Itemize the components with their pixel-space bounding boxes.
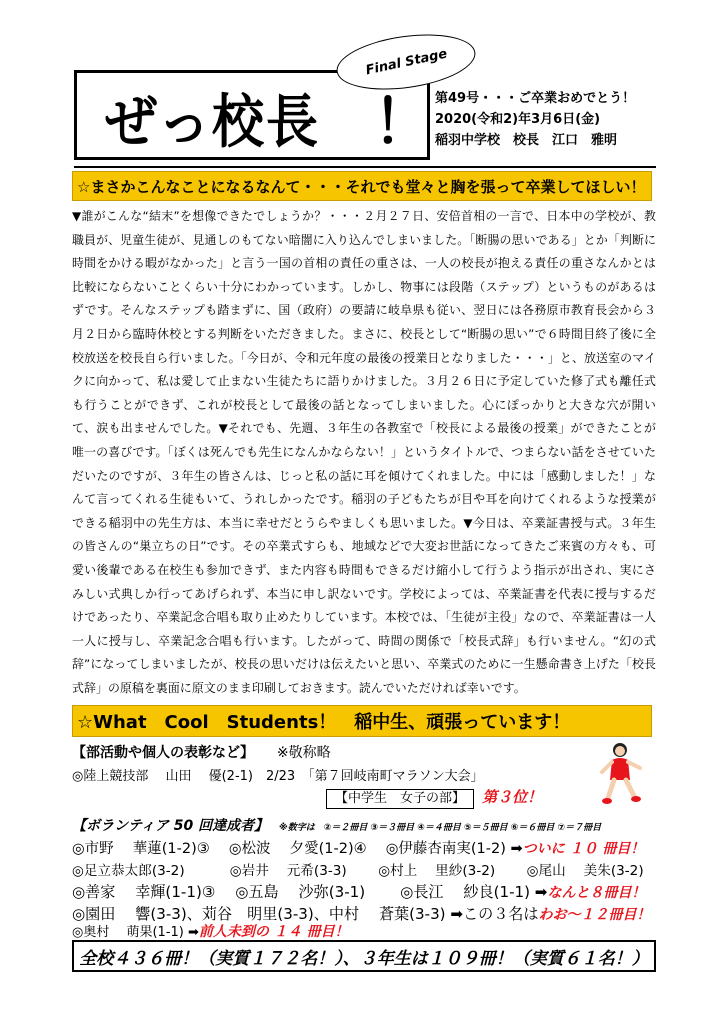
- award-result-line: [326, 786, 542, 809]
- section1-article: ▼誰がこんな“結末”を想像できたでしょうか？・・・２月２７日、安倍首相の一言で、日本中の学校が、教職員が、児童生徒が、見通しのもてない暗闇に入り込んでしまいました。「断腸の思いである」とか「判断に時間をかける暇がなかった」と言う一国の首相の責任の重さは、一人の校長が抱える責任の重さなんかとは比較にならないことくらい十分にわかっています。しかし、物事には段階（ステップ）というものがあるはずです。そんなステップも踏まずに、国（政府）の要請に岐阜県も従い、翌日には各務原市教育長会から３月２日から臨時休校とする判断をいただきました。まさに、校長として“断腸の思い”で６時間目終了後に全校放送を校長自ら行いました。「今日が、令和元年度の最後の授業日となりました・・・」と、放送室のマイクに向かって、私は愛して止まない生徒たちに語りかけました。３月２６日に予定していた修了式も離任式も行うことができず、これが校長として最後の話となってしまいました。心にぽっかりと大きな穴が開いて、涙も出ませんでした。▼それでも、先週、３年生の各教室で「校長による最後の授業」ができたことが唯一の喜びです。「ぼくは死んでも先生になんかならない！」というタイトルで、つまらない話をさせていただいたのですが、３年生の皆さんは、じっと私の話に耳を傾けてくれました。中には「感動しました！」なんて言ってくれる生徒もいて、うれしかったです。稲羽の子どもたちが目や耳を向けてくれるような授業ができる稲羽中の先生方は、本当に幸せだとうらやましくも思いました。▼今日は、卒業証書授与式。３年生の皆さんの“巣立ちの日”です。その卒業式すらも、地域などで大変お世話になってきたご来賓の方々も、可愛い後輩である在校生も参加できず、また内容も時間もできるだけ縮小して行うよう指示が出され、実にさみしい式典しか行ってあげられず、本当に申し訳ないです。学校によっては、卒業証書を代表に授与するだけであったり、卒業記念合唱も取り止めたりしています。本校では、「生徒が主役」なので、卒業証書は一人一人に授与し、卒業記念合唱も行います。したがって、時間の関係で「校長式辞」も行いません。“幻の式辞”になってしまいましたが、校長の思いだけは伝えたいと思い、卒業式のために一生懸命書き上げた「校長式辞」の原稿を裏面に原文のまま印刷しておきます。読んでいただければ幸いです。: [72, 209, 656, 695]
- header-divider: [74, 166, 656, 168]
- volunteer-title: 【ボランティア 50 回達成者】: [72, 818, 269, 834]
- volunteer-row-text: ◎足立恭太郎(3-2) ◎岩井 元希(3-3) ◎村上 里紗(3-2) ◎尾山 美朱(3-2): [72, 863, 644, 879]
- volunteer-row-highlight: わお～１２冊目！: [538, 907, 651, 923]
- honorific-note: ※敬称略: [276, 745, 331, 761]
- awards-heading: [72, 742, 331, 762]
- volunteer-row: [72, 881, 645, 902]
- volunteer-row-highlight: 前人未到の １４ 冊目！: [198, 924, 349, 940]
- award-line: [72, 765, 484, 784]
- issue-number: 第49号・・・ご卒業おめでとう！: [435, 91, 636, 106]
- issue-info: [435, 88, 675, 151]
- volunteer-heading: [72, 815, 601, 835]
- volunteer-row-text: ◎奥村 萌果(1-1) ➡: [72, 925, 199, 940]
- final-stage-label: Final Stage: [363, 46, 449, 78]
- volunteer-row: [72, 859, 644, 879]
- volunteer-legend: ※数字は ②＝２冊目 ③＝３冊目 ④＝４冊目 ⑤＝５冊目 ⑥＝６冊目 ⑦＝７冊目: [279, 823, 602, 833]
- volunteer-row-text: ◎園田 響(3-3)、苅谷 明里(3-3)、中村 蒼葉(3-3) ➡この３名は: [72, 905, 539, 923]
- section1-banner: ☆まさかこんなことになるなんて・・・それでも堂々と胸を張って卒業してほしい！: [72, 171, 652, 201]
- volunteer-row: [72, 837, 644, 858]
- award-division: 【中学生 女子の部】: [326, 789, 474, 809]
- volunteer-row-highlight: ついに １０ 冊目！: [522, 841, 645, 857]
- section2-banner: ☆What Cool Students！ 稲中生、頑張っています！: [72, 705, 652, 737]
- total-summary: 全校４３６冊！（実質１７２名！）、３年生は１０９冊！（実質６１名！）: [72, 940, 656, 972]
- title-exclaim: ！: [373, 88, 433, 158]
- newsletter-title: ぜっ校長: [105, 89, 320, 156]
- issue-author: 稲羽中学校 校長 江口 雅明: [435, 133, 618, 148]
- volunteer-row-text: ◎市野 華蓮(1-2)③ ◎松波 夕愛(1-2)④ ◎伊藤杏南実(1-2) ➡: [72, 841, 523, 857]
- award-text: ◎陸上競技部 山田 優(2-1) 2/23 「第７回岐南町マラソン大会」: [72, 769, 484, 784]
- volunteer-row-highlight: なんと８冊目！: [547, 885, 646, 901]
- volunteer-row-text: ◎善家 幸輝(1-1)③ ◎五島 沙弥(3-1) ◎長江 紗良(1-1) ➡: [72, 883, 548, 901]
- runner-icon: [598, 740, 648, 806]
- awards-title: 【部活動や個人の表彰など】: [72, 745, 254, 761]
- issue-date: 2020(令和2)年3月6日(金): [435, 112, 601, 127]
- volunteer-row: [72, 921, 349, 941]
- award-result: 第３位！: [482, 788, 543, 806]
